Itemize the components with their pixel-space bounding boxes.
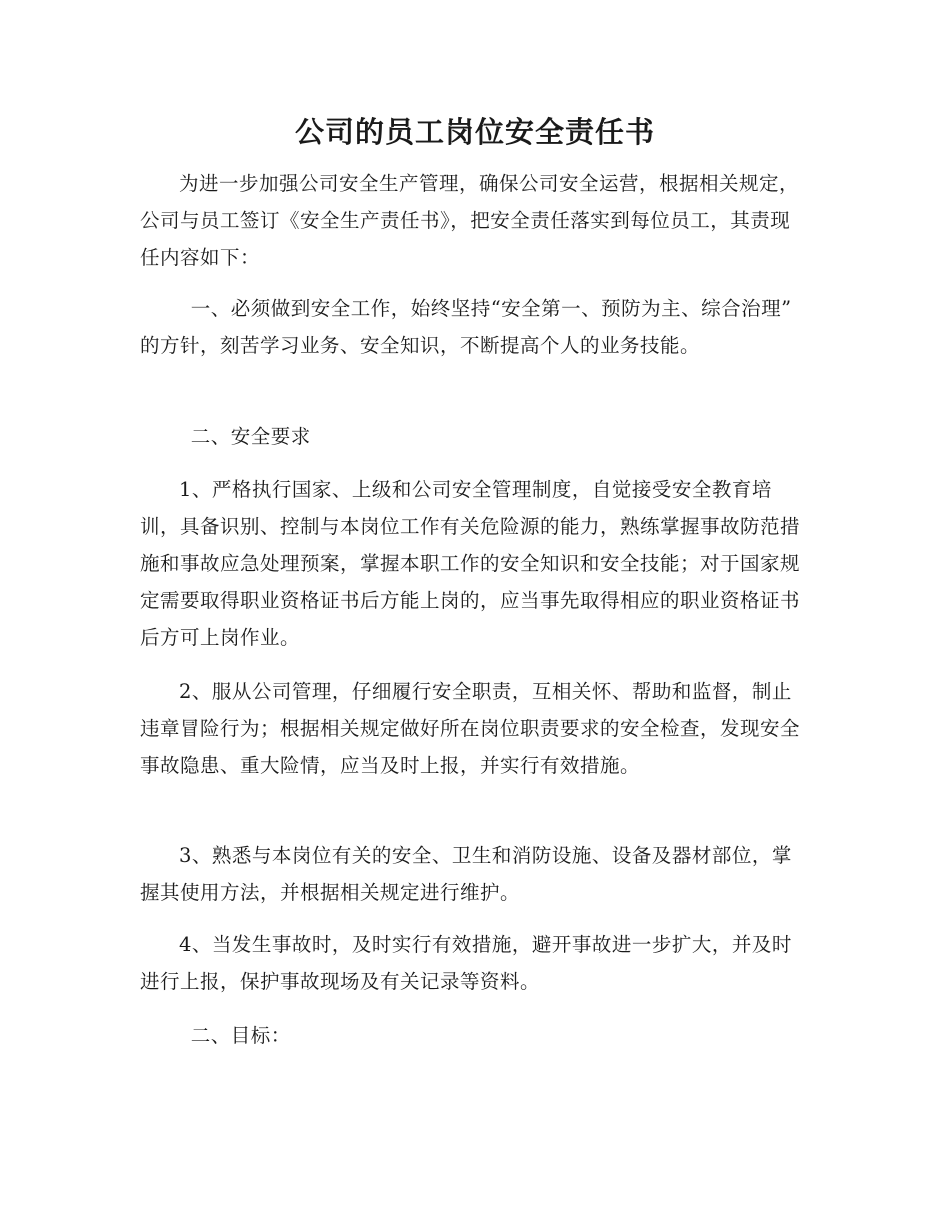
requirement-item-1: 1、严格执行国家、上级和公司安全管理制度，自觉接受安全教育培训，具备识别、控制与本岗位工作有关危险源的能力，熟练掌握事故防范措施和事故应急处理预案，掌握本职工作的安全知识和安全技能；对于国家规定需要取得职业资格证书后方能上岗的，应当事先取得相应的职业资格证书后方可上岗作业。 [140, 478, 801, 649]
document-title: 公司的员工岗位安全责任书 [294, 115, 655, 149]
requirement-item-2: 2、服从公司管理，仔细履行安全职责，互相关怀、帮助和监督，制止违章冒险行为；根据相关规定做好所在岗位职责要求的安全检查，发现安全事故隐患、重大险情，应当及时上报，并实行有效措施。 [140, 680, 801, 777]
requirement-item-3: 3、熟悉与本岗位有关的安全、卫生和消防设施、设备及器材部位，掌握其使用方法，并根据相关规定进行维护。 [140, 844, 792, 904]
section-3-heading: 二、目标： [190, 1024, 291, 1047]
requirement-item-4: 4、当发生事故时，及时实行有效措施，避开事故进一步扩大，并及时进行上报，保护事故现场及有关记录等资料。 [140, 933, 792, 993]
section-1-paragraph: 一、必须做到安全工作，始终坚持“安全第一、预防为主、综合治理” 的方针，刻苦学习业务、安全知识，不断提高个人的业务技能。 [140, 297, 792, 357]
intro-paragraph: 为进一步加强公司安全生产管理，确保公司安全运营，根据相关规定，公司与员工签订《安全生产责任书》，把安全责任落实到每位员工，其责现任内容如下： [140, 172, 800, 269]
section-2-heading: 二、安全要求 [190, 425, 311, 448]
